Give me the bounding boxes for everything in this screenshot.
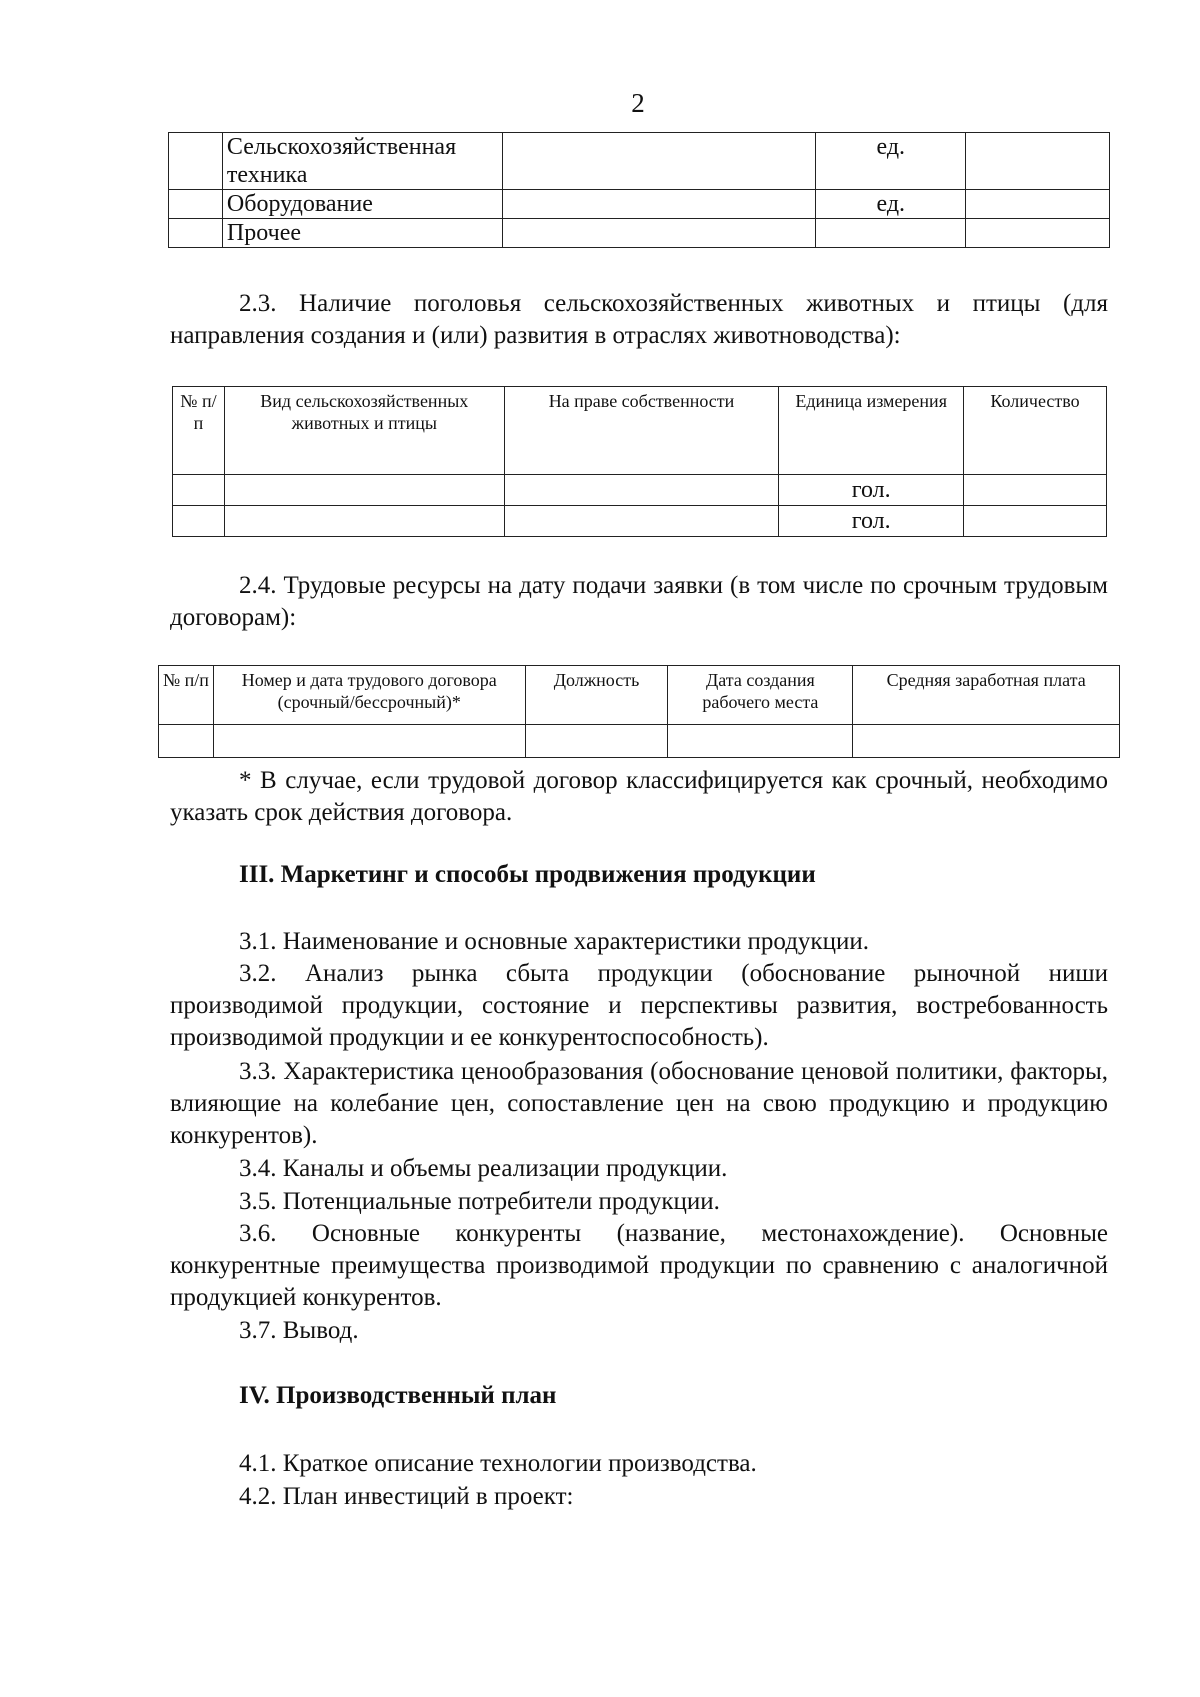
- table-cell: [173, 475, 225, 506]
- section-3-item: 3.6. Основные конкуренты (название, местонахождение). Основные конкурентные преимущества производимой продукции по сравнению с аналогичной продукцией конкурентов.: [170, 1220, 1108, 1311]
- column-header: Единица измерения: [779, 387, 964, 475]
- column-header: Дата создания рабочего места: [668, 666, 853, 725]
- labor-table: [158, 665, 1120, 758]
- section-4-item: 4.2. План инвестиций в проект:: [239, 1483, 574, 1510]
- section-3-item: 3.2. Анализ рынка сбыта продукции (обоснование рыночной ниши производимой продукции, состояние и перспективы развития, востребованность производимой продукции и ее конкурентоспособность).: [170, 960, 1108, 1051]
- equipment-name-cell: Оборудование: [222, 190, 502, 219]
- table-cell: [504, 506, 779, 537]
- table-cell: [173, 506, 225, 537]
- section-2-4-text: 2.4. Трудовые ресурсы на дату подачи заявки (в том числе по срочным трудовым договорам):: [170, 572, 1108, 631]
- table-cell: [964, 506, 1107, 537]
- table-header-row: [173, 387, 1107, 475]
- table-cell: [504, 475, 779, 506]
- section-3-item: 3.3. Характеристика ценообразования (обоснование ценовой политики, факторы, влияющие на колебание цен, сопоставление цен на свою продукцию и продукцию конкурентов).: [170, 1058, 1108, 1149]
- table-cell: [224, 475, 504, 506]
- table-row: [159, 725, 1120, 758]
- table-cell: [525, 725, 668, 758]
- table-row: [173, 475, 1107, 506]
- table-cell: [159, 725, 214, 758]
- livestock-unit-cell: гол.: [779, 506, 964, 537]
- section-3-item: 3.1. Наименование и основные характеристики продукции.: [239, 928, 869, 955]
- footnote-text: * В случае, если трудовой договор классифицируется как срочный, необходимо указать срок действия договора.: [170, 767, 1108, 826]
- section-4-heading: IV. Производственный план: [239, 1382, 557, 1409]
- equipment-name-cell: Прочее: [222, 219, 502, 248]
- page-number: 2: [631, 88, 645, 118]
- table-cell: [224, 506, 504, 537]
- column-header: Должность: [525, 666, 668, 725]
- livestock-table: [172, 386, 1107, 537]
- table-cell: [966, 133, 1110, 190]
- equipment-unit-cell: [816, 219, 966, 248]
- table-cell: [169, 133, 223, 190]
- table-cell: [964, 475, 1107, 506]
- column-header: Вид сельскохозяйственных животных и птицы: [224, 387, 504, 475]
- table-cell: [502, 190, 816, 219]
- column-header: № п/п: [159, 666, 214, 725]
- column-header: Номер и дата трудового договора (срочный/бессрочный)*: [213, 666, 525, 725]
- column-header: Количество: [964, 387, 1107, 475]
- column-header: На праве собственности: [504, 387, 779, 475]
- column-header: Средняя заработная плата: [853, 666, 1120, 725]
- table-row: [169, 190, 1110, 219]
- section-3-item: 3.7. Вывод.: [239, 1317, 359, 1344]
- section-3-item: 3.4. Каналы и объемы реализации продукции.: [239, 1155, 728, 1182]
- table-row: [169, 133, 1110, 190]
- equipment-table: [168, 132, 1110, 248]
- section-3-item: 3.5. Потенциальные потребители продукции.: [239, 1188, 720, 1215]
- table-header-row: [159, 666, 1120, 725]
- table-cell: [502, 133, 816, 190]
- livestock-unit-cell: гол.: [779, 475, 964, 506]
- table-cell: [966, 190, 1110, 219]
- column-header: № п/п: [173, 387, 225, 475]
- table-row: [173, 506, 1107, 537]
- table-cell: [169, 190, 223, 219]
- section-4-item: 4.1. Краткое описание технологии производства.: [239, 1450, 757, 1477]
- equipment-unit-cell: ед.: [816, 133, 966, 190]
- table-cell: [853, 725, 1120, 758]
- section-3-heading: III. Маркетинг и способы продвижения продукции: [239, 861, 816, 888]
- table-cell: [169, 219, 223, 248]
- table-cell: [668, 725, 853, 758]
- table-cell: [966, 219, 1110, 248]
- table-row: [169, 219, 1110, 248]
- section-2-3-text: 2.3. Наличие поголовья сельскохозяйственных животных и птицы (для направления создания и (или) развития в отраслях животноводства):: [170, 290, 1108, 349]
- equipment-unit-cell: ед.: [816, 190, 966, 219]
- table-cell: [213, 725, 525, 758]
- table-cell: [502, 219, 816, 248]
- equipment-name-cell: Сельскохозяйственная техника: [222, 133, 502, 190]
